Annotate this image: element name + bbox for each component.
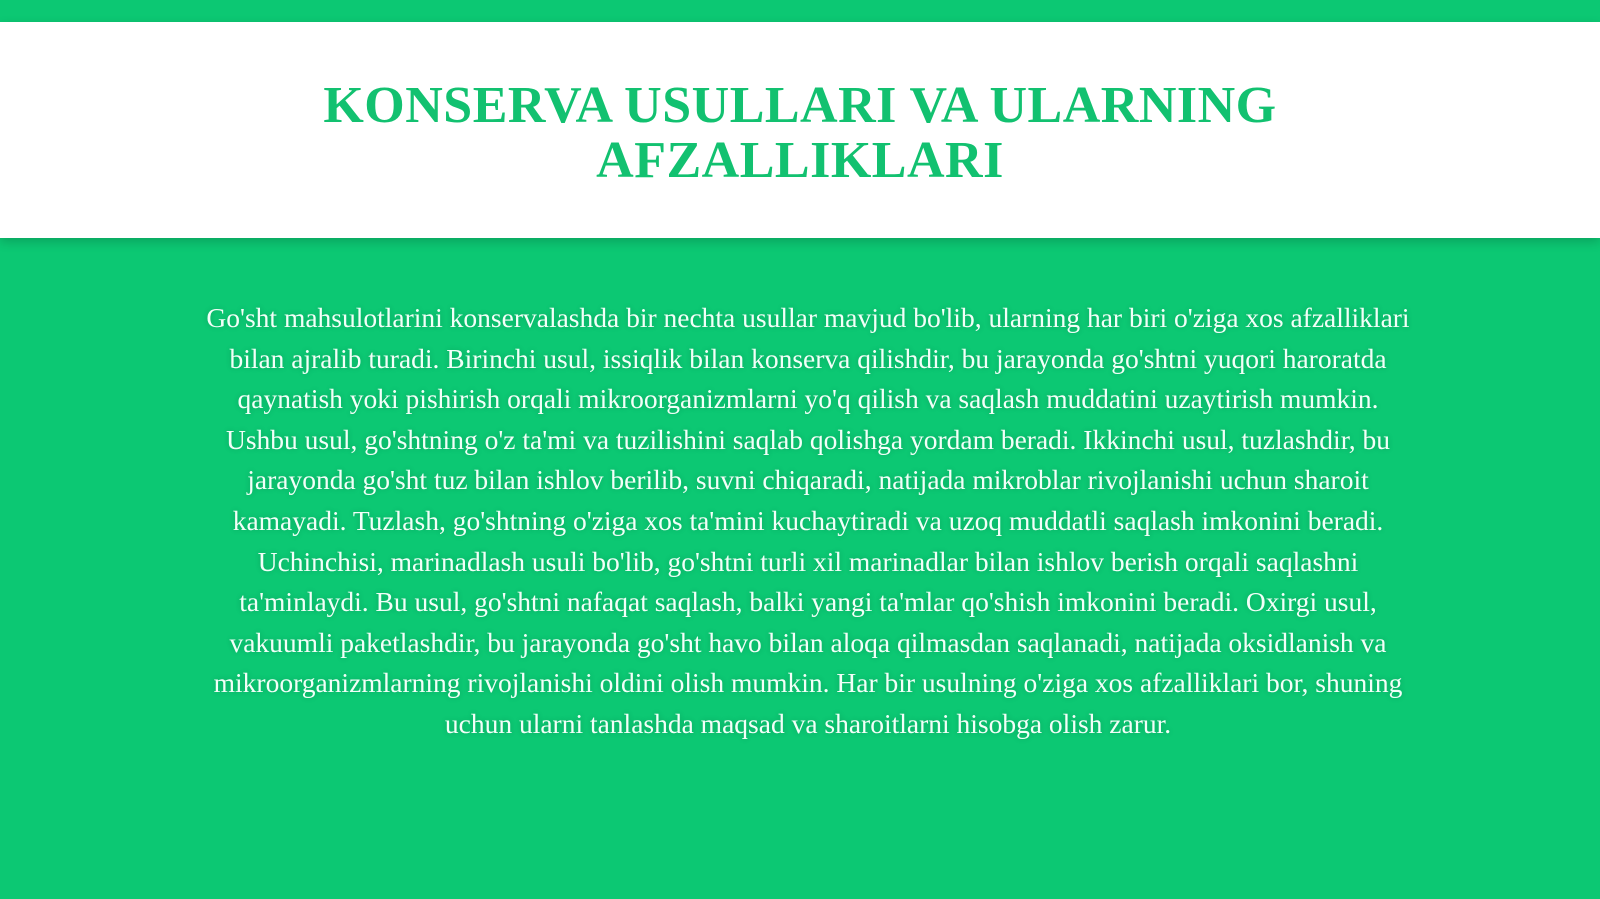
slide-body-text: Go'sht mahsulotlarini konservalashda bir nechta usullar mavjud bo'lib, ularning har biri o'ziga xos afzalliklari bilan ajralib turadi. Birinchi usul, issiqlik bilan konserva qilishdir, bu jarayonda go'shtni yuqori haroratda qaynatish yoki pishirish orqali mikroorganizmlarni yo'q qilish va saqlash muddatini uzaytirish mumkin. Ushbu usul, go'shtning o'z ta'mi va tuzilishini saqlab qolishga yordam beradi. Ikkinchi usul, tuzlashdir, bu jarayonda go'sht tuz bilan ishlov berilib, suvni chiqaradi, natijada mikroblar rivojlanishi uchun sharoit kamayadi. Tuzlash, go'shtning o'ziga xos ta'mini kuchaytiradi va uzoq muddatli saqlash imkonini beradi. Uchinchisi, marinadlash usuli bo'lib, go'shtni turli xil marinadlar bilan ishlov berish orqali saqlashni ta'minlaydi. Bu usul, go'shtni nafaqat saqlash, balki yangi ta'mlar qo'shish imkonini beradi. Oxirgi usul, vakuumli paketlashdir, bu jarayonda go'sht havo bilan aloqa qilmasdan saqlanadi, natijada oksidlanish va mikroorganizmlarning rivojlanishi oldini olish mumkin. Har bir usulning o'ziga xos afzalliklari bor, shuning uchun ularni tanlashda maqsad va sharoitlarni hisobga olish zarur.	[206, 302, 1410, 739]
slide-title: KONSERVA USULLARI VA ULARNING AFZALLIKLARI	[323, 77, 1277, 189]
